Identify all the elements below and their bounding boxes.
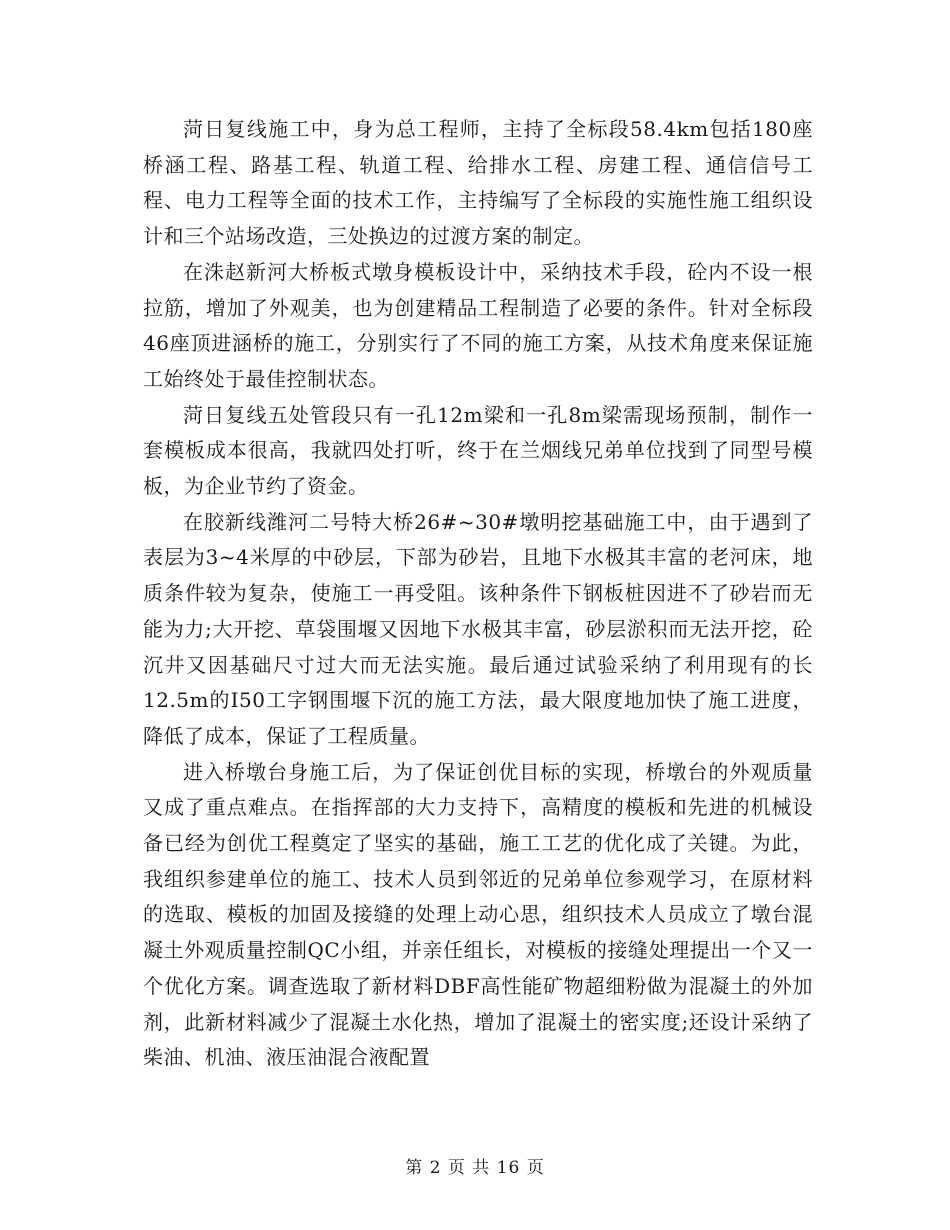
paragraph: 进入桥墩台身施工后，为了保证创优目标的实现，桥墩台的外观质量又成了重点难点。在指挥部的大力支持下，高精度的模板和先进的机械设备已经为创优工程奠定了坚实的基础，施工工艺的优化成了关键。为此，我组织参建单位的施工、技术人员到邻近的兄弟单位参观学习，在原材料的选取、模板的加固及接缝的处理上动心思，组织技术人员成立了墩台混凝土外观质量控制QC小组，并亲任组长，对模板的接缝处理提出一个又一个优化方案。调查选取了新材料DBF高性能矿物超细粉做为混凝土的外加剂，此新材料减少了混凝土水化热，增加了混凝土的密实度;还设计采纳了柴油、机油、液压油混合液配置 xyxy=(143,759,813,1070)
paragraph: 菏日复线施工中，身为总工程师，主持了全标段58.4km包括180座桥涵工程、路基工程、轨道工程、给排水工程、房建工程、通信信号工程、电力工程等全面的技术工作，主持编写了全标段的实施性施工组织设计和三个站场改造，三处换边的过渡方案的制定。 xyxy=(143,117,813,249)
page-number-footer: 第 2 页 共 16 页 xyxy=(405,1158,545,1178)
document-body xyxy=(143,112,813,1076)
paragraph: 在洙赵新河大桥板式墩身模板设计中，采纳技术手段，砼内不设一根拉筋，增加了外观美，也为创建精品工程制造了必要的条件。针对全标段46座顶进涵桥的施工，分别实行了不同的施工方案，从技术角度来保证施工始终处于最佳控制状态。 xyxy=(143,259,813,391)
paragraph: 菏日复线五处管段只有一孔12m梁和一孔8m梁需现场预制，制作一套模板成本很高，我就四处打听，终于在兰烟线兄弟单位找到了同型号模板，为企业节约了资金。 xyxy=(143,402,813,499)
paragraph: 在胶新线潍河二号特大桥26#~30#墩明挖基础施工中，由于遇到了表层为3~4米厚的中砂层，下部为砂岩，且地下水极其丰富的老河床，地质条件较为复杂，使施工一再受阻。该种条件下钢板桩因进不了砂岩而无能为力;大开挖、草袋围堰又因地下水极其丰富，砂层淤积而无法开挖，砼沉井又因基础尺寸过大而无法实施。最后通过试验采纳了利用现有的长12.5m的I50工字钢围堰下沉的施工方法，最大限度地加快了施工进度，降低了成本，保证了工程质量。 xyxy=(143,509,813,748)
